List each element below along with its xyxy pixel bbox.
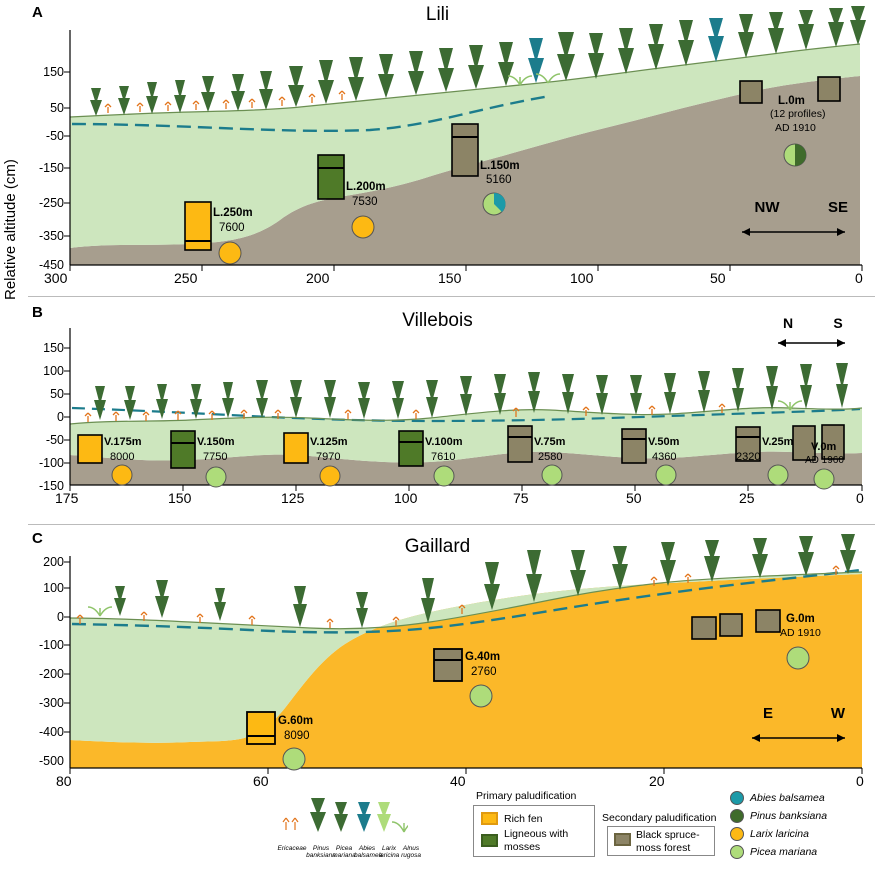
panel-c-plot — [0, 528, 875, 790]
svg-text:7600: 7600 — [219, 222, 245, 234]
svg-text:50: 50 — [50, 387, 64, 401]
svg-text:-350: -350 — [38, 229, 64, 243]
svg-text:G.60m: G.60m — [278, 715, 314, 727]
svg-text:25: 25 — [739, 490, 755, 506]
svg-text:-400: -400 — [38, 725, 64, 739]
legend-item-black-spruce-moss: Black spruce-moss forest — [636, 829, 700, 855]
panel-title-villebois: Villebois — [402, 310, 473, 331]
svg-text:8000: 8000 — [110, 451, 135, 463]
panel-label-b: B — [32, 304, 43, 321]
legend-dot-picea — [730, 845, 744, 859]
svg-text:AD 1960: AD 1960 — [805, 455, 844, 466]
svg-text:7750: 7750 — [203, 451, 228, 463]
svg-text:7610: 7610 — [431, 451, 456, 463]
svg-text:0: 0 — [57, 610, 64, 624]
legend-swatch-black-spruce-moss — [614, 833, 631, 846]
svg-text:V.175m: V.175m — [104, 436, 142, 448]
legend-species-abies: Abies balsamea — [750, 792, 825, 804]
svg-text:(12 profiles): (12 profiles) — [770, 108, 826, 120]
svg-text:0: 0 — [856, 773, 864, 789]
svg-text:-450: -450 — [38, 258, 64, 272]
svg-text:L.0m: L.0m — [778, 95, 805, 107]
svg-text:50: 50 — [626, 490, 642, 506]
y-axis-label: Relative altitude (cm) — [2, 159, 19, 300]
svg-text:20: 20 — [649, 773, 665, 789]
svg-text:0: 0 — [855, 270, 863, 286]
svg-text:V.50m: V.50m — [648, 436, 680, 448]
svg-text:300: 300 — [44, 270, 68, 286]
svg-text:-50: -50 — [45, 129, 64, 143]
svg-text:W: W — [830, 705, 846, 722]
svg-text:L.200m: L.200m — [346, 181, 386, 193]
legend-secondary-title: Secondary paludification — [602, 812, 717, 824]
panel-villebois — [0, 300, 875, 520]
svg-text:2580: 2580 — [538, 451, 563, 463]
panel-b-plot — [0, 300, 875, 520]
legend-species-pinus: Pinus banksiana — [750, 810, 828, 822]
legend-species-larix: Larix laricina — [750, 828, 809, 840]
svg-text:80: 80 — [56, 773, 72, 789]
svg-text:-150: -150 — [38, 161, 64, 175]
legend-item-ligneous: Ligneous with mosses — [504, 828, 569, 854]
legend-item-rich-fen: Rich fen — [504, 813, 543, 825]
svg-text:-200: -200 — [38, 667, 64, 681]
svg-text:NW: NW — [754, 199, 780, 216]
svg-text:4360: 4360 — [652, 451, 677, 463]
svg-text:200: 200 — [43, 555, 64, 569]
svg-text:50: 50 — [50, 101, 64, 115]
legend-species-picea: Picea mariana — [750, 846, 818, 858]
svg-text:V.150m: V.150m — [197, 436, 235, 448]
svg-text:150: 150 — [168, 490, 192, 506]
legend-dot-larix — [730, 827, 744, 841]
svg-text:100: 100 — [43, 581, 64, 595]
svg-text:8090: 8090 — [284, 730, 310, 742]
svg-text:-50: -50 — [45, 433, 64, 447]
svg-text:2320: 2320 — [736, 451, 761, 463]
svg-text:V.25m: V.25m — [762, 436, 794, 448]
svg-text:2760: 2760 — [471, 666, 497, 678]
svg-text:150: 150 — [438, 270, 462, 286]
legend-swatch-rich-fen — [481, 812, 498, 825]
svg-text:7970: 7970 — [316, 451, 341, 463]
legend-label-picea: Picea mariana — [332, 845, 356, 859]
svg-text:V.75m: V.75m — [534, 436, 566, 448]
svg-text:AD 1910: AD 1910 — [775, 122, 816, 134]
legend-label-abies: Abies balsamea — [354, 845, 383, 859]
svg-text:-500: -500 — [38, 754, 64, 768]
legend-label-pinus: Pinus banksiana — [306, 845, 336, 859]
svg-text:0: 0 — [856, 490, 864, 506]
svg-text:150: 150 — [43, 65, 64, 79]
svg-text:V.125m: V.125m — [310, 436, 348, 448]
svg-text:100: 100 — [570, 270, 594, 286]
svg-text:5160: 5160 — [486, 174, 512, 186]
svg-text:40: 40 — [450, 773, 466, 789]
panel-a-plot — [0, 0, 875, 290]
panel-label-a: A — [32, 4, 43, 21]
legend — [278, 790, 873, 868]
svg-text:75: 75 — [513, 490, 529, 506]
svg-text:250: 250 — [174, 270, 198, 286]
svg-text:125: 125 — [281, 490, 305, 506]
legend-dot-pinus — [730, 809, 744, 823]
svg-text:L.150m: L.150m — [480, 160, 520, 172]
svg-text:100: 100 — [43, 364, 64, 378]
legend-primary-title: Primary paludification — [476, 790, 577, 802]
panel-title-gaillard: Gaillard — [404, 536, 471, 557]
panel-lili — [0, 0, 875, 290]
svg-text:-100: -100 — [38, 638, 64, 652]
svg-text:150: 150 — [43, 341, 64, 355]
svg-text:L.250m: L.250m — [213, 207, 253, 219]
svg-text:E: E — [762, 705, 774, 722]
svg-text:-300: -300 — [38, 696, 64, 710]
svg-text:-150: -150 — [38, 479, 64, 493]
svg-text:V.0m: V.0m — [811, 441, 837, 453]
svg-text:200: 200 — [306, 270, 330, 286]
legend-label-larix: Larix laricina — [378, 845, 400, 859]
svg-text:G.40m: G.40m — [465, 651, 501, 663]
legend-dot-abies — [730, 791, 744, 805]
svg-text:-250: -250 — [38, 196, 64, 210]
svg-text:175: 175 — [55, 490, 79, 506]
legend-label-ericaceae: Ericaceae — [277, 845, 307, 852]
direction-arrow-b — [778, 315, 845, 347]
panel-label-c: C — [32, 530, 43, 547]
svg-text:G.0m: G.0m — [786, 613, 815, 625]
panel-gaillard — [0, 528, 875, 790]
svg-text:50: 50 — [710, 270, 726, 286]
svg-text:0: 0 — [57, 410, 64, 424]
legend-swatch-ligneous — [481, 834, 498, 847]
svg-text:-100: -100 — [38, 456, 64, 470]
svg-text:S: S — [833, 315, 843, 331]
svg-text:V.100m: V.100m — [425, 436, 463, 448]
legend-label-alnus: Alnus rugosa — [401, 845, 421, 859]
svg-text:N: N — [782, 315, 794, 331]
svg-text:100: 100 — [394, 490, 418, 506]
svg-text:AD 1910: AD 1910 — [780, 627, 821, 639]
svg-text:7530: 7530 — [352, 196, 378, 208]
svg-text:SE: SE — [827, 199, 849, 216]
panel-title-lili: Lili — [425, 4, 450, 25]
svg-text:60: 60 — [253, 773, 269, 789]
